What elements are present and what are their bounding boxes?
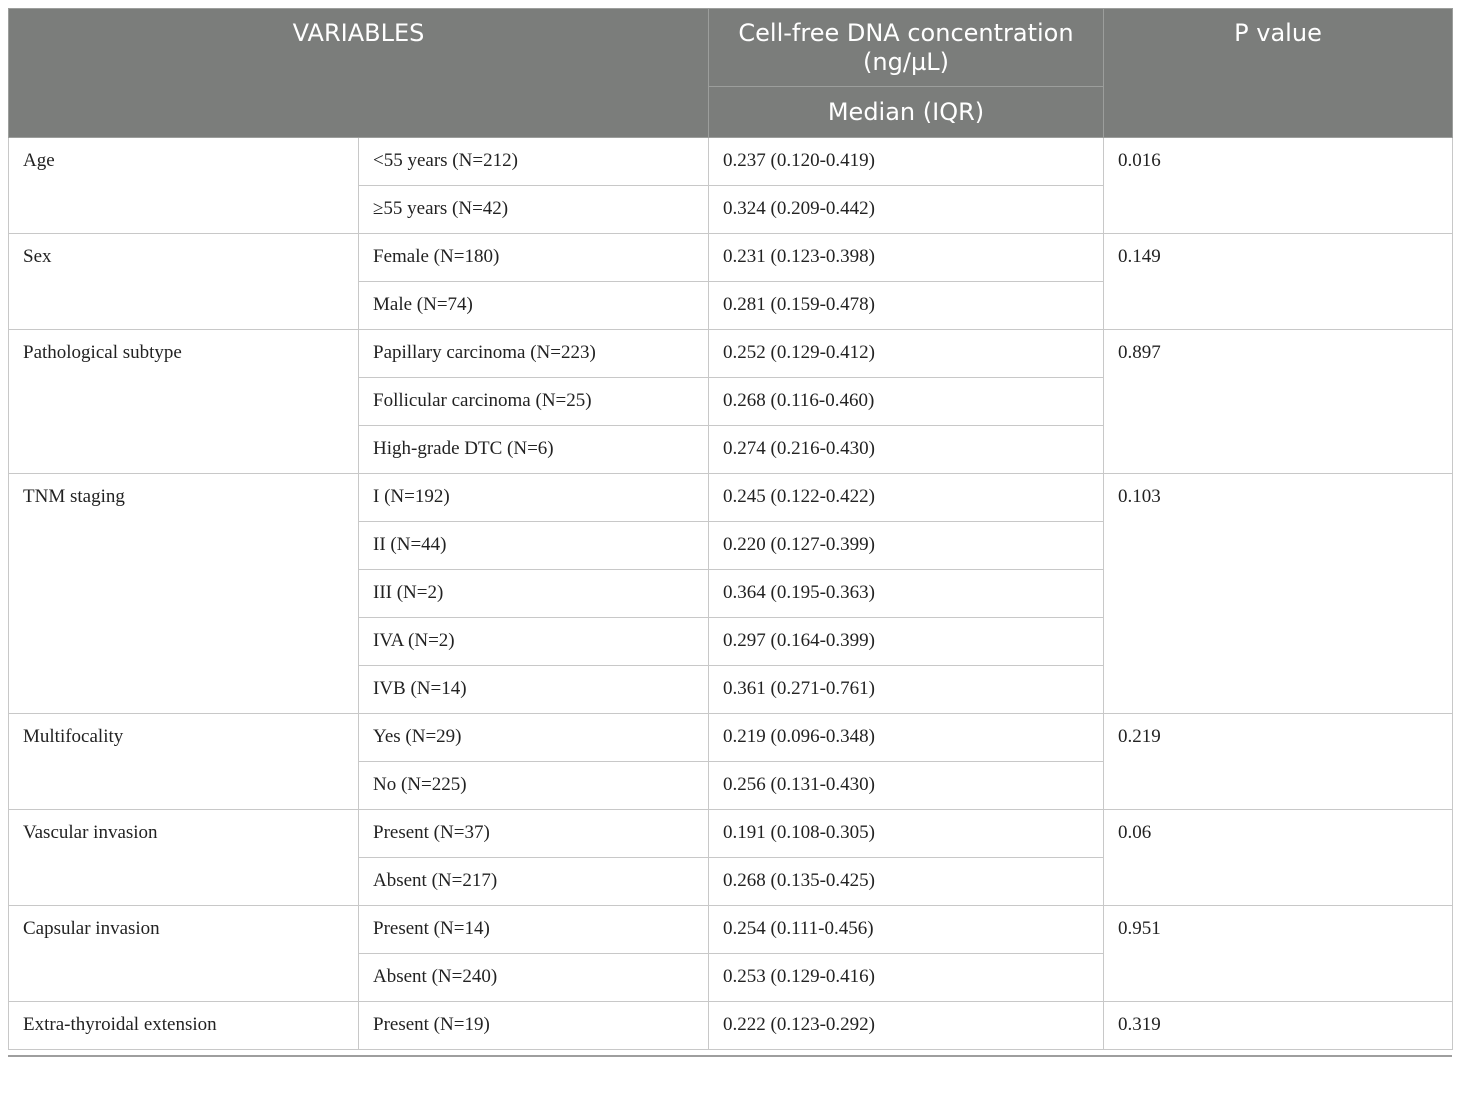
median-iqr-cell: 0.220 (0.127-0.399) (709, 522, 1104, 570)
table-row (9, 138, 1453, 186)
median-iqr-cell: 0.245 (0.122-0.422) (709, 474, 1104, 522)
table-row (9, 474, 1453, 522)
level-cell: <55 years (N=212) (359, 138, 709, 186)
results-table-container (8, 8, 1452, 1050)
variable-cell: Pathological subtype (9, 330, 359, 474)
level-cell: No (N=225) (359, 762, 709, 810)
level-cell: Papillary carcinoma (N=223) (359, 330, 709, 378)
level-cell: III (N=2) (359, 570, 709, 618)
median-iqr-cell: 0.253 (0.129-0.416) (709, 954, 1104, 1002)
level-cell: Yes (N=29) (359, 714, 709, 762)
results-table (8, 8, 1453, 1050)
p-value-cell: 0.06 (1104, 810, 1453, 906)
variable-cell: Vascular invasion (9, 810, 359, 906)
level-cell: Follicular carcinoma (N=25) (359, 378, 709, 426)
level-cell: Absent (N=240) (359, 954, 709, 1002)
level-cell: ≥55 years (N=42) (359, 186, 709, 234)
header-median-iqr: Median (IQR) (709, 87, 1104, 138)
level-cell: Absent (N=217) (359, 858, 709, 906)
table-row (9, 1002, 1453, 1050)
level-cell: Present (N=37) (359, 810, 709, 858)
level-cell: IVA (N=2) (359, 618, 709, 666)
median-iqr-cell: 0.254 (0.111-0.456) (709, 906, 1104, 954)
table-row (9, 810, 1453, 858)
level-cell: Female (N=180) (359, 234, 709, 282)
level-cell: Male (N=74) (359, 282, 709, 330)
variable-cell: Multifocality (9, 714, 359, 810)
header-concentration: Cell-free DNA concentration (ng/µL) (709, 9, 1104, 87)
table-row (9, 714, 1453, 762)
median-iqr-cell: 0.237 (0.120-0.419) (709, 138, 1104, 186)
level-cell: Present (N=14) (359, 906, 709, 954)
variable-cell: Capsular invasion (9, 906, 359, 1002)
header-variables: VARIABLES (9, 9, 709, 138)
table-row (9, 234, 1453, 282)
p-value-cell: 0.016 (1104, 138, 1453, 234)
header-p-value: P value (1104, 9, 1453, 138)
table-body (9, 138, 1453, 1050)
median-iqr-cell: 0.361 (0.271-0.761) (709, 666, 1104, 714)
level-cell: High-grade DTC (N=6) (359, 426, 709, 474)
median-iqr-cell: 0.324 (0.209-0.442) (709, 186, 1104, 234)
median-iqr-cell: 0.274 (0.216-0.430) (709, 426, 1104, 474)
median-iqr-cell: 0.191 (0.108-0.305) (709, 810, 1104, 858)
level-cell: II (N=44) (359, 522, 709, 570)
p-value-cell: 0.897 (1104, 330, 1453, 474)
p-value-cell: 0.319 (1104, 1002, 1453, 1050)
variable-cell: Extra-thyroidal extension (9, 1002, 359, 1050)
median-iqr-cell: 0.256 (0.131-0.430) (709, 762, 1104, 810)
p-value-cell: 0.951 (1104, 906, 1453, 1002)
median-iqr-cell: 0.268 (0.116-0.460) (709, 378, 1104, 426)
median-iqr-cell: 0.252 (0.129-0.412) (709, 330, 1104, 378)
median-iqr-cell: 0.222 (0.123-0.292) (709, 1002, 1104, 1050)
level-cell: Present (N=19) (359, 1002, 709, 1050)
table-row (9, 330, 1453, 378)
median-iqr-cell: 0.364 (0.195-0.363) (709, 570, 1104, 618)
table-bottom-rule (8, 1055, 1452, 1057)
median-iqr-cell: 0.281 (0.159-0.478) (709, 282, 1104, 330)
p-value-cell: 0.149 (1104, 234, 1453, 330)
variable-cell: TNM staging (9, 474, 359, 714)
median-iqr-cell: 0.219 (0.096-0.348) (709, 714, 1104, 762)
p-value-cell: 0.103 (1104, 474, 1453, 714)
median-iqr-cell: 0.268 (0.135-0.425) (709, 858, 1104, 906)
level-cell: IVB (N=14) (359, 666, 709, 714)
table-header (9, 9, 1453, 138)
p-value-cell: 0.219 (1104, 714, 1453, 810)
variable-cell: Age (9, 138, 359, 234)
table-row (9, 906, 1453, 954)
median-iqr-cell: 0.231 (0.123-0.398) (709, 234, 1104, 282)
median-iqr-cell: 0.297 (0.164-0.399) (709, 618, 1104, 666)
level-cell: I (N=192) (359, 474, 709, 522)
variable-cell: Sex (9, 234, 359, 330)
